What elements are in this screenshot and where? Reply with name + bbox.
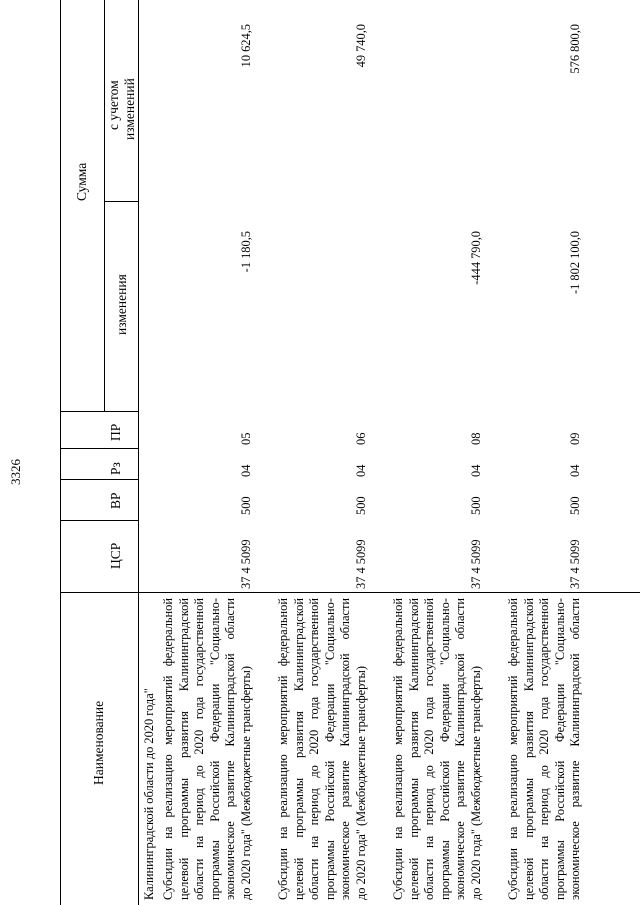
row-description-line: программы Российской Федерации "Социально-	[552, 598, 567, 900]
header-with-change-line-1: с учетом	[106, 80, 121, 130]
row-description-line: области на период до 2020 года государственной	[537, 598, 552, 900]
row-description-line: программы Российской Федерации "Социально-	[437, 598, 452, 900]
row-description-line: до 2020 года" (Межбюджетные трансферты)	[353, 666, 368, 900]
row-rz: 04	[568, 464, 583, 477]
row-description-line: программы Российской Федерации "Социально-	[322, 598, 337, 900]
row-total-amount: 49 740,0	[354, 24, 368, 68]
row-description-line: экономическое развитие Калининградской области	[568, 598, 583, 900]
row-description	[506, 598, 584, 900]
row-description-line: области на период до 2020 года государственной	[307, 598, 322, 900]
row-description-line: области на период до 2020 года государственной	[192, 598, 207, 900]
row-change-amount: -1 180,5	[239, 231, 253, 273]
row-change-amount: -444 790,0	[469, 231, 483, 285]
header-csr: ЦСР	[108, 542, 123, 569]
row-description-line: целевой программы развития Калининградской	[176, 598, 191, 900]
col-sep-name	[60, 592, 640, 593]
row-description-line: экономическое развитие Калининградской области	[453, 598, 468, 900]
row-description-line: программы Российской Федерации "Социально-	[207, 598, 222, 900]
row-pr: 05	[239, 432, 253, 445]
table-top-border	[60, 0, 61, 905]
row-description-line: целевой программы развития Калининградской	[291, 598, 306, 900]
col-sep-vr	[60, 479, 138, 480]
row-description-line: Субсидии на реализацию мероприятий федеральной	[391, 598, 405, 900]
sum-sub-border	[104, 0, 105, 412]
header-vr: ВР	[108, 492, 123, 509]
header-bottom-border	[138, 0, 139, 905]
col-sep-pr	[60, 411, 138, 412]
row-description-line: экономическое развитие Калининградской области	[338, 598, 353, 900]
row-rz: 04	[239, 464, 253, 477]
row-csr: 37 4 5099	[239, 539, 253, 589]
row-pr: 08	[469, 432, 483, 445]
row-pr: 06	[354, 432, 368, 445]
col-sep-csr	[60, 520, 138, 521]
row-description-line: Субсидии на реализацию мероприятий федеральной	[506, 598, 520, 900]
row-csr: 37 4 5099	[354, 539, 368, 589]
row-description-line: целевой программы развития Калининградской	[406, 598, 421, 900]
header-sum: Сумма	[74, 162, 89, 201]
col-sep-change	[104, 201, 138, 202]
row-description	[161, 598, 255, 900]
page-number: 3326	[8, 459, 23, 485]
row-description-line: до 2020 года" (Межбюджетные трансферты)	[238, 666, 253, 900]
row-description-line: области на период до 2020 года государственной	[422, 598, 437, 900]
row-rz: 04	[354, 464, 368, 477]
row-csr: 37 4 5099	[469, 539, 483, 589]
row-description-line: экономическое развитие Калининградской области	[223, 598, 238, 900]
row-pr: 09	[568, 432, 583, 445]
header-pr: ПР	[108, 423, 123, 441]
row-description	[276, 598, 370, 900]
header-with-change-line-2: изменений	[122, 78, 137, 140]
row-vr: 500	[239, 496, 253, 515]
row-total-amount: 10 624,5	[239, 24, 253, 68]
row-vr: 500	[469, 496, 483, 515]
row-description	[391, 598, 485, 900]
row-description-line: целевой программы развития Калининградской	[521, 598, 536, 900]
row-description-line: до 2020 года" (Межбюджетные трансферты)	[468, 666, 483, 900]
row-vr: 500	[568, 496, 583, 515]
header-rz: Рз	[108, 462, 123, 475]
header-name: Наименование	[91, 700, 106, 785]
carry-over-line: Калининградской области до 2020 года"	[142, 688, 156, 900]
row-vr: 500	[354, 496, 368, 515]
row-rz: 04	[469, 464, 483, 477]
row-description-line: Субсидии на реализацию мероприятий федеральной	[276, 598, 290, 900]
row-total-amount: 576 800,0	[568, 24, 583, 74]
row-change-amount: -1 802 100,0	[568, 231, 583, 294]
header-change: изменения	[114, 274, 129, 335]
row-description-line: Субсидии на реализацию мероприятий федеральной	[161, 598, 175, 900]
col-sep-rz	[60, 448, 138, 449]
row-csr: 37 4 5099	[568, 539, 583, 589]
